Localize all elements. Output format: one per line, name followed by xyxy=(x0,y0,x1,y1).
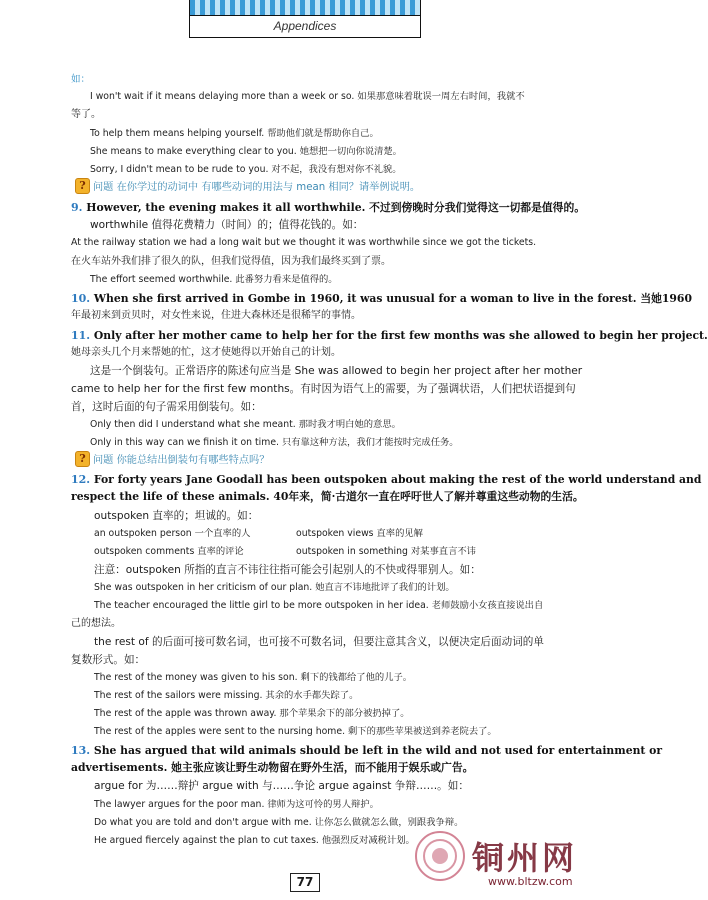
text-line: The rest of the sailors were missing. 其余的水手都失踪了。 xyxy=(94,690,359,701)
text-line: The rest of the money was given to his son. 剩下的钱都给了他的儿子。 xyxy=(94,672,413,683)
text-line: 年最初来到贡贝时，对女性来说，住进大森林还是很稀罕的事情。 xyxy=(71,310,361,321)
item-text: She has argued that wild animals should be left in the wild and not used for entertainment or xyxy=(93,744,663,757)
item-text: Only after her mother came to help her for the first few months was she allowed to begin her project. xyxy=(93,329,708,342)
header-title: Appendices xyxy=(273,19,337,33)
text-line: She was outspoken in her criticism of our plan. 她直言不讳地批评了我们的计划。 xyxy=(94,582,455,593)
example-label: 如： xyxy=(71,74,91,85)
item-number: 12. xyxy=(71,473,91,486)
item-text: When she first arrived in Gombe in 1960, it was unusual for a woman to live in the forest. 当她1960 xyxy=(93,292,692,305)
text-line: I won't wait if it means delaying more than a week or so. 如果那意味着耽误一周左右时间，我就不 xyxy=(90,91,525,102)
text-line: 己的想法。 xyxy=(71,618,121,629)
text-line: outspoken 直率的；坦诚的。如： xyxy=(94,510,259,522)
text-line: outspoken comments 直率的评论 xyxy=(94,546,244,557)
text-line: Only then did I understand what she meant. 那时我才明白她的意思。 xyxy=(90,419,401,430)
text-line: 注意：outspoken 所指的直言不讳往往指可能会引起别人的不快或得罪别人。如： xyxy=(94,564,481,576)
text-line: Sorry, I didn't mean to be rude to you. 对不起，我没有想对你不礼貌。 xyxy=(90,164,402,175)
text-line: worthwhile 值得花费精力（时间）的；值得花钱的。如： xyxy=(90,219,364,231)
text-line: She means to make everything clear to you. 她想把一切向你说清楚。 xyxy=(90,146,402,157)
text-line: 等了。 xyxy=(71,109,101,120)
text-line: The rest of the apple was thrown away. 那个苹果余下的部分被扔掉了。 xyxy=(94,708,410,719)
text-line: The teacher encouraged the little girl to be more outspoken in her idea. 老师鼓励小女孩直接说出自 xyxy=(94,600,544,611)
item-text: For forty years Jane Goodall has been outspoken about making the rest of the world understand and xyxy=(93,473,702,486)
watermark-name: 铜州网 xyxy=(472,839,578,877)
text-line: respect the life of these animals. 40年来，简·古道尔一直在呼吁世人了解并尊重这些动物的生活。 xyxy=(71,490,584,503)
watermark-url: www.bltzw.com xyxy=(488,875,573,888)
text-line: The lawyer argues for the poor man. 律师为这可怜的男人辩护。 xyxy=(94,799,379,810)
text-line: The effort seemed worthwhile. 此番努力看来是值得的。 xyxy=(90,274,338,285)
text-line: advertisements. 她主张应该让野生动物留在野外生活，而不能用于娱乐或广告。 xyxy=(71,761,474,774)
item-number: 10. xyxy=(71,292,91,305)
text-line: Do what you are told and don't argue with me. 让你怎么做就怎么做，别跟我争辩。 xyxy=(94,817,464,828)
numbered-item xyxy=(71,330,708,342)
item-number: 13. xyxy=(71,744,91,757)
text-line: 这是一个倒装句。正常语序的陈述句应当是 She was allowed to begin her project after her mother xyxy=(90,365,583,377)
text-line: Only in this way can we finish it on time. 只有靠这种方法，我们才能按时完成任务。 xyxy=(90,437,459,448)
text-line: outspoken in something 对某事直言不讳 xyxy=(296,546,476,557)
text-line: At the railway station we had a long wait but we thought it was worthwhile since we got the tickets. xyxy=(71,237,537,248)
page-number: 77 xyxy=(290,873,320,892)
text-line: 首，这时后面的句子需采用倒装句。如： xyxy=(71,401,262,413)
numbered-item xyxy=(71,293,692,305)
question-mark-icon: ? xyxy=(75,451,90,467)
text-line: outspoken views 直率的见解 xyxy=(296,528,423,539)
question-mark-icon: ? xyxy=(75,178,90,194)
item-number: 9. xyxy=(71,201,83,214)
text-line: He argued fiercely against the plan to cut taxes. 他强烈反对减税计划。 xyxy=(94,835,415,846)
item-text: However, the evening makes it all worthwhile. 不过到傍晚时分我们觉得这一切都是值得的。 xyxy=(86,201,586,214)
text-line: the rest of 的后面可接可数名词，也可接不可数名词，但要注意其含义，以便决定后面动词的单 xyxy=(94,636,544,648)
text-line: 复数形式。如： xyxy=(71,654,146,666)
question-line: 问题 你能总结出倒装句有哪些特点吗？ xyxy=(93,455,270,466)
watermark-logo-icon xyxy=(410,826,470,886)
numbered-item xyxy=(71,745,662,757)
text-line: argue for 为……辩护 argue with 与……争论 argue against 争辩……。如： xyxy=(94,780,469,792)
text-line: came to help her for the first few months。有时因为语气上的需要，为了强调状语，人们把状语提到句 xyxy=(71,383,576,395)
text-line: 她母亲头几个月来帮她的忙，这才使她得以开始自己的计划。 xyxy=(71,347,341,358)
item-number: 11. xyxy=(71,329,91,342)
numbered-item xyxy=(71,474,701,486)
text-line: 在火车站外我们排了很久的队，但我们觉得值，因为我们最终买到了票。 xyxy=(71,256,391,267)
numbered-item xyxy=(71,202,585,214)
text-line: The rest of the apples were sent to the nursing home. 剩下的那些苹果被送到养老院去了。 xyxy=(94,726,497,737)
question-line: 问题 在你学过的动词中 有哪些动词的用法与 mean 相同？请举例说明。 xyxy=(93,182,421,193)
text-line: To help them means helping yourself. 帮助他们就是帮助你自己。 xyxy=(90,128,379,139)
text-line: an outspoken person 一个直率的人 xyxy=(94,528,251,539)
